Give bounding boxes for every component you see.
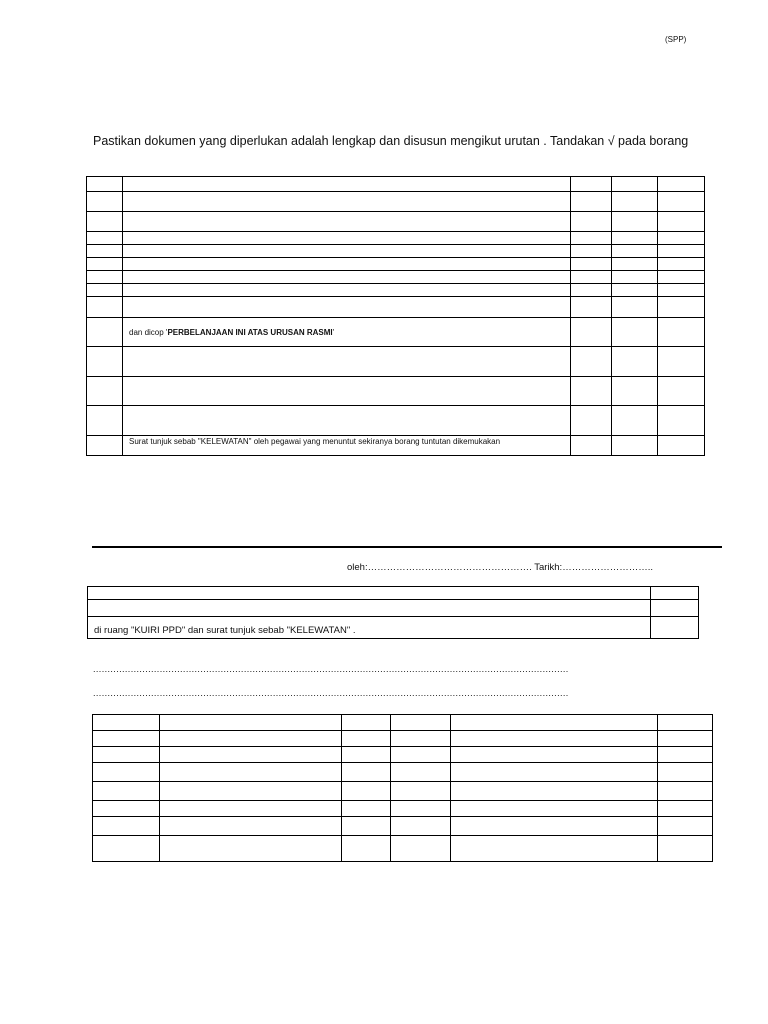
table-row — [87, 284, 705, 297]
record-table — [92, 714, 713, 862]
table-row — [87, 297, 705, 318]
table-row — [93, 817, 713, 836]
table-row — [93, 801, 713, 817]
table-row — [87, 347, 705, 377]
document-checklist-table — [86, 176, 705, 456]
table-row — [93, 782, 713, 801]
table-row — [87, 245, 705, 258]
table-row — [93, 715, 713, 731]
section-divider — [92, 546, 722, 548]
table-row — [93, 763, 713, 782]
instruction-text: Pastikan dokumen yang diperlukan adalah lengkap dan disusun mengikut urutan . Tandakan √ pada borang — [93, 134, 689, 148]
table-row — [87, 377, 705, 406]
notes-line-2[interactable]: .................................................................................................................................................................... — [93, 688, 569, 698]
table-row — [93, 836, 713, 862]
table-row — [87, 177, 705, 192]
table-row — [87, 406, 705, 436]
table-row — [93, 731, 713, 747]
table-row — [87, 318, 705, 347]
table-row — [87, 258, 705, 271]
verification-table — [87, 586, 699, 639]
table-row — [88, 587, 699, 600]
table-row — [87, 192, 705, 212]
verification-line: oleh:……………………………………………. Tarikh:……………………….. — [347, 562, 653, 573]
checklist-item-late-letter: Surat tunjuk sebab "KELEWATAN" oleh pegawai yang menuntut sekiranya borang tuntutan dikemukakan — [123, 436, 571, 456]
table-row — [88, 617, 699, 639]
table-row — [87, 436, 705, 456]
kuiri-note: di ruang "KUIRI PPD" dan surat tunjuk sebab "KELEWATAN" . — [88, 617, 651, 639]
table-row — [93, 747, 713, 763]
table-row — [87, 232, 705, 245]
table-row — [87, 212, 705, 232]
notes-line-1[interactable]: .................................................................................................................................................................... — [93, 664, 569, 674]
form-code: (SPP) — [665, 35, 687, 44]
table-row — [88, 600, 699, 617]
table-row — [87, 271, 705, 284]
checklist-item-stamp: dan dicop 'PERBELANJAAN INI ATAS URUSAN RASMI' — [123, 318, 571, 347]
